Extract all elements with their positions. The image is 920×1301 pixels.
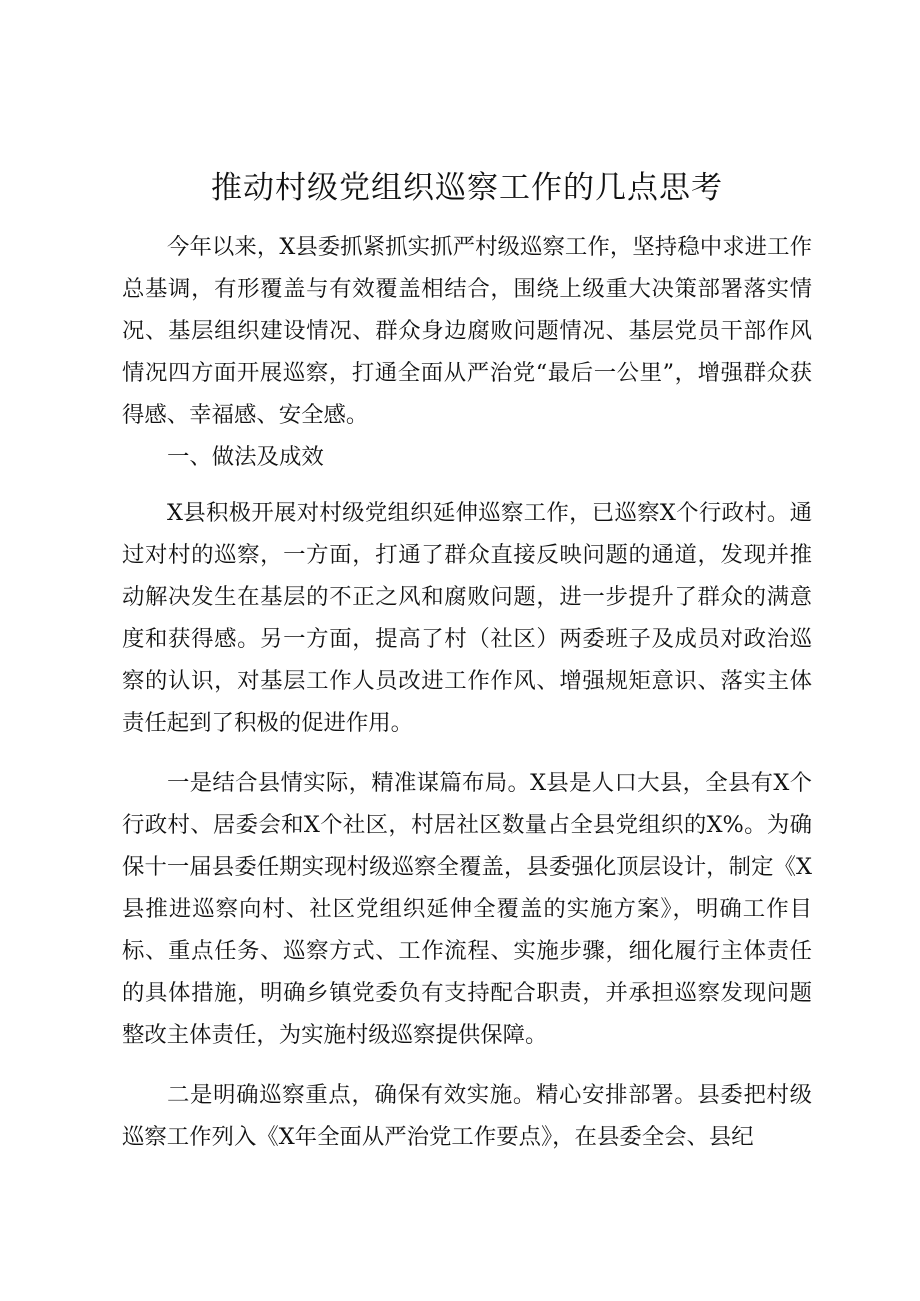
document-title: 推动村级党组织巡察工作的几点思考 (211, 170, 723, 206)
body-paragraph-point-one: 一是结合县情实际，精准谋篇布局。X县是人口大县，全县有X个行政村、居委会和X个社区，村居社区数量占全县党组织的X%。为确保十一届县委任期实现村级巡察全覆盖，县委强化顶层设计，制定《X县推进巡察向村、社区党组织延伸全覆盖的实施方案》，明确工作目标、重点任务、巡察方式、工作流程、实施步骤，细化履行主体责任的具体措施，明确乡镇党委负有支持配合职责，并承担巡察发现问题整改主体责任，为实施村级巡察提供保障。 (122, 770, 812, 1048)
document-page (122, 150, 812, 1158)
paragraph-gap (122, 478, 812, 492)
body-paragraph-point-two: 二是明确巡察重点，确保有效实施。精心安排部署。县委把村级巡察工作列入《X年全面从严治党工作要点》，在县委全会、县纪 (122, 1082, 812, 1150)
section-heading-methods-results: 一、做法及成效 (167, 444, 324, 470)
body-paragraph-overview: X县积极开展对村级党组织延伸巡察工作，已巡察X个行政村。通过对村的巡察，一方面，打通了群众直接反映问题的通道，发现并推动解决发生在基层的不正之风和腐败问题，进一步提升了群众的满意度和获得感。另一方面，提高了村（社区）两委班子及成员对政治巡察的认识，对基层工作人员改进工作作风、增强规矩意识、落实主体责任起到了积极的促进作用。 (122, 500, 812, 736)
intro-paragraph: 今年以来，X县委抓紧抓实抓严村级巡察工作，坚持稳中求进工作总基调，有形覆盖与有效覆盖相结合，围绕上级重大决策部署落实情况、基层组织建设情况、群众身边腐败问题情况、基层党员干部作风情况四方面开展巡察，打通全面从严治党“最后一公里”，增强群众获得感、幸福感、安全感。 (122, 234, 812, 428)
paragraph-gap (122, 1056, 812, 1074)
paragraph-gap (122, 744, 812, 762)
